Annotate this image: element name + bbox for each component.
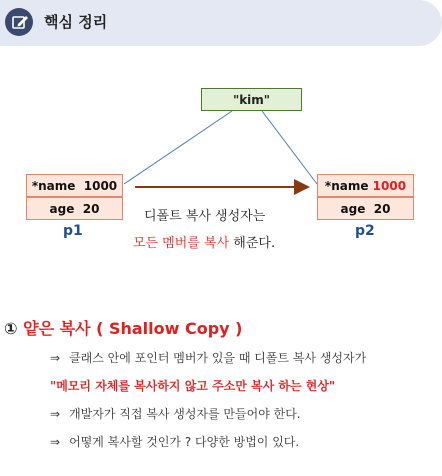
arrow-icon: ⇒ <box>50 435 61 449</box>
p2-age-cell: age 20 <box>317 197 414 220</box>
highlight-quote: "메모리 자체를 복사하지 않고 주소만 복사 하는 현상" <box>50 379 336 393</box>
caption-highlight: 모든 멤버를 복사 <box>133 236 230 251</box>
p2-name-cell <box>317 174 414 197</box>
p1-name-value: 1000 <box>83 178 118 193</box>
section-heading <box>4 316 243 339</box>
bullet-2-text: 개발자가 직접 복사 생성자를 만들어야 한다. <box>69 407 301 421</box>
bullet-2 <box>50 405 301 422</box>
p2-label: p2 <box>355 223 375 239</box>
p1-label: p1 <box>63 223 83 239</box>
bullet-1-text: 클래스 안에 포인터 멤버가 있을 때 디폴트 복사 생성자가 <box>69 351 367 365</box>
header-title: 핵심 정리 <box>44 13 108 31</box>
shared-string-box: "kim" <box>201 88 302 111</box>
p1-name-label: *name <box>31 178 76 193</box>
p1-age-cell: age 20 <box>26 197 123 220</box>
section-number: ① <box>4 319 18 338</box>
bullet-1 <box>50 349 366 366</box>
caption-rest: 해준다. <box>229 236 276 251</box>
arrow-icon: ⇒ <box>50 407 61 421</box>
bullet-3 <box>50 433 299 450</box>
p2-pointer-line <box>262 111 317 184</box>
caption-line-1: 디폴트 복사 생성자는 <box>144 209 266 224</box>
p1-name-cell <box>26 174 123 197</box>
bullet-3-text: 어떻게 복사할 것인가 ? 다양한 방법이 있다. <box>69 435 300 449</box>
p1-pointer-line <box>124 111 232 184</box>
p2-name-value: 1000 <box>372 178 407 193</box>
section-title: 얕은 복사 ( Shallow Copy ) <box>23 319 243 338</box>
arrow-icon: ⇒ <box>50 351 61 365</box>
p2-name-label: *name <box>324 178 369 193</box>
caption-line-2 <box>133 232 275 251</box>
